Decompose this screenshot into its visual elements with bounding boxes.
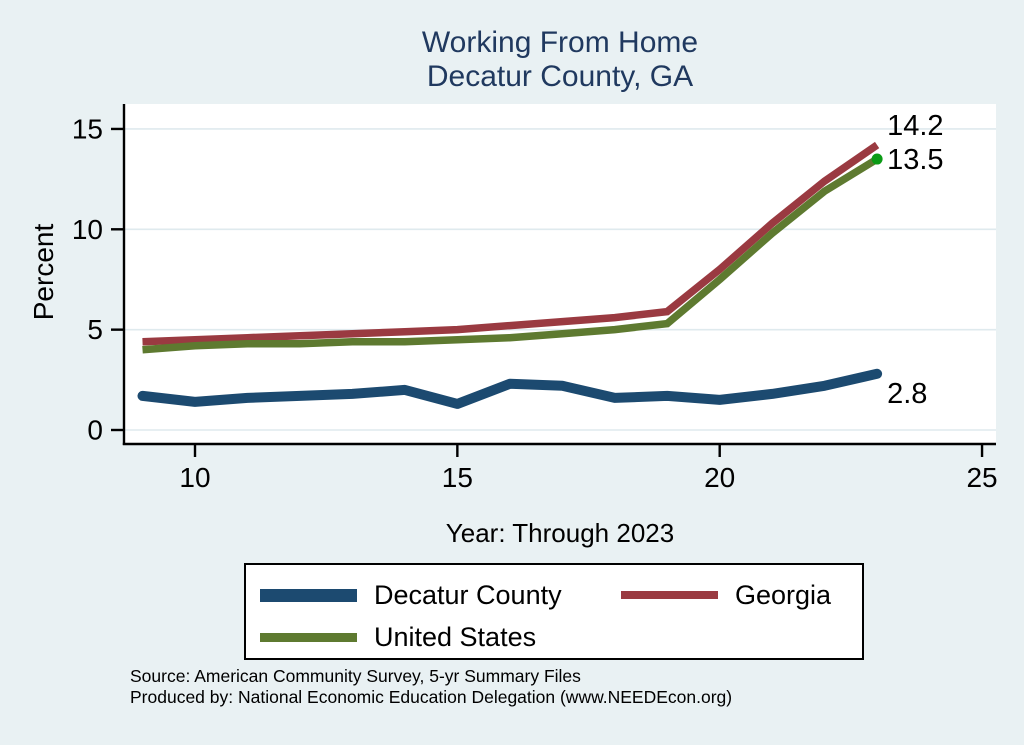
- decatur-county-line-swatch: [260, 589, 357, 602]
- georgia-line-swatch: [621, 591, 718, 599]
- x-tick-label: 15: [441, 462, 473, 493]
- chart-title-line2: Decatur County, GA: [426, 60, 694, 93]
- produced-by-note: Produced by: National Economic Education Delegation (www.NEEDEcon.org): [130, 686, 733, 707]
- legend-item-decatur-county: [260, 581, 562, 609]
- end-value-label-united-states: 13.5: [887, 144, 944, 177]
- y-tick-label: 5: [87, 314, 103, 346]
- chart-title-line1: Working From Home: [421, 26, 699, 59]
- y-tick-label: 0: [87, 414, 103, 446]
- y-axis-title: Percent: [28, 223, 59, 321]
- x-axis-title: Year: Through 2023: [445, 518, 675, 548]
- legend-item-united-states: [260, 623, 536, 651]
- x-tick-label: 10: [179, 462, 211, 493]
- united-states-line-swatch: [260, 633, 357, 642]
- legend-label-decatur-county: Decatur County: [374, 579, 562, 610]
- series-end-marker: [872, 154, 883, 165]
- legend: [244, 563, 864, 660]
- legend-item-georgia: [621, 581, 831, 609]
- legend-label-united-states: United States: [374, 621, 537, 652]
- y-tick-label: 10: [71, 213, 103, 245]
- footer: [130, 666, 990, 707]
- x-tick-label: 25: [966, 462, 998, 493]
- end-value-label-georgia: 14.2: [887, 110, 944, 143]
- legend-label-georgia: Georgia: [735, 579, 832, 610]
- source-note: Source: American Community Survey, 5-yr Summary Files: [130, 666, 581, 686]
- y-tick-label: 15: [71, 113, 103, 145]
- end-value-label-decatur-county: 2.8: [887, 377, 928, 410]
- x-tick-label: 20: [704, 462, 736, 493]
